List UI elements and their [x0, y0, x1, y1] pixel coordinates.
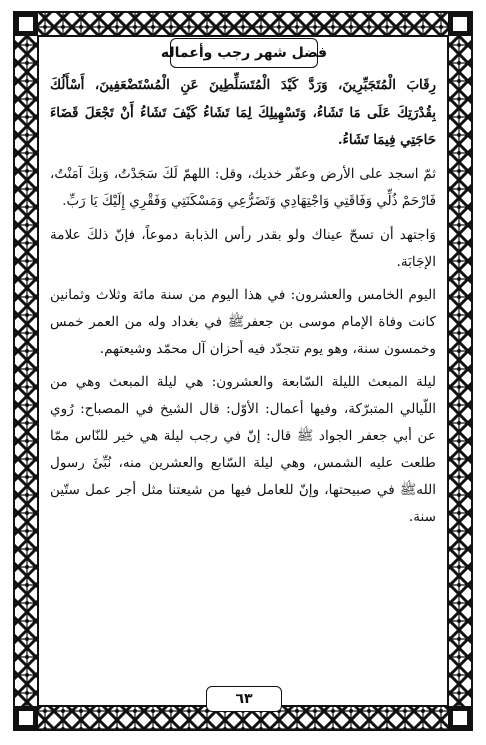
tears-paragraph: وَاجتهد أن تسحّ عيناك ولو بقدر رأس الذبابة دموعاً، فإنّ ذلكَ علامة الإجَابَة. — [50, 226, 436, 270]
prostration-paragraph: ثمّ اسجد على الأرض وعفّر خديك، وقل: اللهمّ لَكَ سَجَدْتُ، وَبِكَ آمَنْتُ، فَارْحَمْ ذُلِّي وَفَاقَتِي وَاجْتِهَادِي وَتَضَرُّعِي وَمَسْكَنَتِي وَفَقْرِي إِلَيْكَ يَا رَبِّ. — [50, 166, 436, 209]
page-body — [50, 72, 436, 676]
chapter-title: فضل شهر رجب وأعماله — [170, 38, 318, 68]
verse-paragraph-1: رِقَابَ الْمُتَجَبِّرِينَ، وَرَدَّ كَيْدَ الْمُتَسَلِّطِينَ عَنِ الْمُسْتَضْعَفِينَ، أَسْأَلُكَ بِقُدْرَتِكَ عَلَى مَا تَشَاءُ، وَتَسْهِيلِكَ لِمَا تَشَاءُ كَيْفَ تَشَاءُ أَنْ تَجْعَلَ قَضَاءَ حَاجَتِي فِيمَا تَشَاءُ. — [50, 77, 436, 148]
day-25-paragraph: اليوم الخامس والعشرون: في هذا اليوم من سنة مائة وثلاث وثمانين كانت وفاة الإمام موسى بن جعفرﷺ في بغداد وله من العمر خمس وخمسون سنة، وهو يوم تتجدّد فيه أحزان آل محمّد وشيعتهم. — [50, 286, 436, 357]
page-number: ٦٣ — [206, 686, 282, 712]
mabath-night-paragraph: ليلة المبعث الليلة السّابعة والعشرون: هي ليلة المبعث وهي من اللّيالي المتبرّكة، وفيها أعمال: الأوّل: قال الشيخ في المصباح: رُوي عن أبي جعفر الجواد ﷺ قال: إنّ في رجب ليلة هي خير للنّاس ممّا طلعت عليه الشمس، وهي ليلة السّابع والعشرين منه، نُبِّئَ رسول اللهﷺ في صبيحتها، وإنّ للعامل فيها من شيعتنا مثل أجر عمل ستّين سنة. — [50, 373, 436, 525]
